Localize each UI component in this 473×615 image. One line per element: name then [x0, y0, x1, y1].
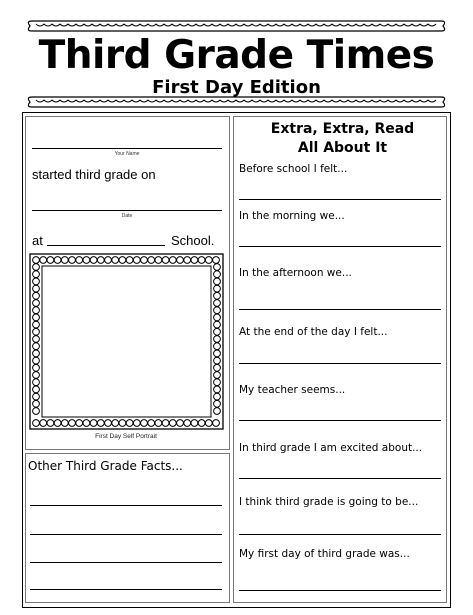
prompt-going-to-be: I think third grade is going to be... [239, 496, 419, 508]
self-portrait-frame[interactable] [29, 253, 224, 430]
school-line [47, 245, 165, 246]
school-text: School. [171, 233, 215, 248]
answer-line[interactable] [239, 309, 441, 310]
started-text: started third grade on [32, 167, 156, 182]
name-line [32, 148, 222, 149]
at-text: at [32, 233, 43, 248]
facts-title: Other Third Grade Facts... [28, 459, 183, 473]
prompt-teacher: My teacher seems... [239, 384, 346, 396]
facts-line[interactable] [30, 534, 222, 535]
answer-line[interactable] [239, 199, 441, 200]
prompt-end-of-day: At the end of the day I felt... [239, 326, 388, 338]
newspaper-title: Third Grade Times [38, 33, 435, 78]
date-line [32, 210, 222, 211]
date-label: Date [121, 213, 133, 219]
answer-line[interactable] [239, 534, 441, 535]
extra-title [237, 120, 448, 158]
top-scroll-banner [24, 20, 449, 32]
prompt-before-school: Before school I felt... [239, 163, 348, 175]
prompt-first-day: My first day of third grade was... [239, 548, 410, 560]
answer-line[interactable] [239, 363, 441, 364]
name-label: Your Name [114, 151, 140, 157]
prompt-afternoon: In the afternoon we... [239, 267, 352, 279]
extra-box [233, 116, 447, 603]
answer-line[interactable] [239, 478, 441, 479]
answer-line[interactable] [239, 420, 441, 421]
facts-line[interactable] [30, 589, 222, 590]
extra-title-line1: Extra, Extra, Read [270, 121, 415, 137]
facts-box [25, 453, 230, 603]
prompt-morning: In the morning we... [239, 210, 345, 222]
edition-subtitle: First Day Edition [152, 77, 321, 98]
extra-title-line2: All About It [297, 140, 388, 156]
prompt-excited: In third grade I am excited about... [239, 442, 423, 454]
bottom-scroll-banner [24, 96, 449, 108]
answer-line[interactable] [239, 590, 441, 591]
answer-line[interactable] [239, 246, 441, 247]
portrait-caption: First Day Self Portrait [95, 433, 157, 440]
facts-line[interactable] [30, 505, 222, 506]
facts-line[interactable] [30, 562, 222, 563]
